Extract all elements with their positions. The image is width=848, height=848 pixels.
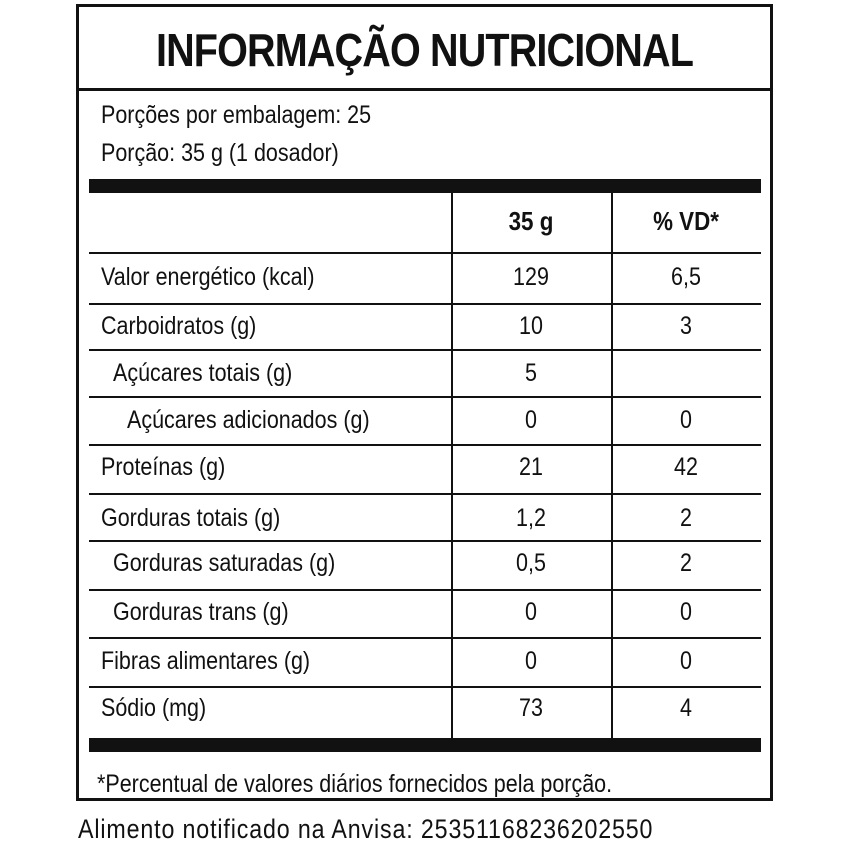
nutrient-amount: 5: [525, 359, 537, 387]
column-divider-amount: [451, 193, 453, 738]
row-divider: [89, 444, 761, 446]
nutrient-name: Açúcares totais (g): [113, 359, 293, 387]
nutrient-name: Proteínas (g): [101, 453, 226, 481]
nutrient-name: Carboidratos (g): [101, 312, 257, 340]
nutrient-dv: 0: [680, 406, 692, 434]
nutrient-name: Fibras alimentares (g): [101, 647, 311, 675]
nutrient-amount: 10: [519, 312, 543, 340]
row-divider: [89, 637, 761, 639]
row-divider: [89, 396, 761, 398]
column-header-dv: % VD*: [653, 206, 719, 236]
nutrient-amount: 1,2: [516, 504, 546, 532]
nutrient-dv: 6,5: [671, 263, 701, 291]
column-header-amount: 35 g: [508, 206, 554, 236]
nutrient-amount: 129: [513, 263, 549, 291]
anvisa-notice: Alimento notificado na Anvisa: 25351168236202550: [78, 814, 654, 844]
nutrient-dv: 4: [680, 694, 692, 722]
row-divider: [89, 493, 761, 495]
nutrient-amount: 21: [519, 453, 543, 481]
nutrient-amount: 73: [519, 694, 543, 722]
servings-per-package: Porções por embalagem: 25: [101, 101, 372, 129]
column-divider-dv: [611, 193, 613, 738]
thick-divider-bottom: [89, 738, 761, 752]
nutrient-name: Açúcares adicionados (g): [127, 406, 370, 434]
nutrient-amount: 0: [525, 598, 537, 626]
nutrient-amount: 0: [525, 647, 537, 675]
nutrient-amount: 0,5: [516, 549, 546, 577]
nutrition-facts-label: [76, 4, 773, 801]
thick-divider-top: [89, 179, 761, 193]
nutrient-dv: 3: [680, 312, 692, 340]
nutrient-amount: 0: [525, 406, 537, 434]
row-divider: [89, 303, 761, 305]
nutrient-dv: 2: [680, 549, 692, 577]
nutrient-name: Gorduras totais (g): [101, 504, 281, 532]
footnote: *Percentual de valores diários fornecidos pela porção.: [97, 770, 613, 798]
row-divider: [89, 252, 761, 254]
serving-size: Porção: 35 g (1 dosador): [101, 139, 339, 167]
nutrient-name: Gorduras saturadas (g): [113, 549, 336, 577]
row-divider: [89, 589, 761, 591]
nutrient-name: Gorduras trans (g): [113, 598, 289, 626]
nutrient-name: Valor energético (kcal): [101, 263, 315, 291]
nutrient-dv: 0: [680, 598, 692, 626]
row-divider: [89, 540, 761, 542]
label-title: INFORMAÇÃO NUTRICIONAL: [155, 24, 694, 76]
row-divider: [89, 686, 761, 688]
row-divider: [89, 349, 761, 351]
nutrient-name: Sódio (mg): [101, 694, 207, 722]
nutrient-dv: 0: [680, 647, 692, 675]
title-divider: [79, 88, 770, 91]
nutrient-dv: 42: [674, 453, 698, 481]
nutrient-dv: 2: [680, 504, 692, 532]
